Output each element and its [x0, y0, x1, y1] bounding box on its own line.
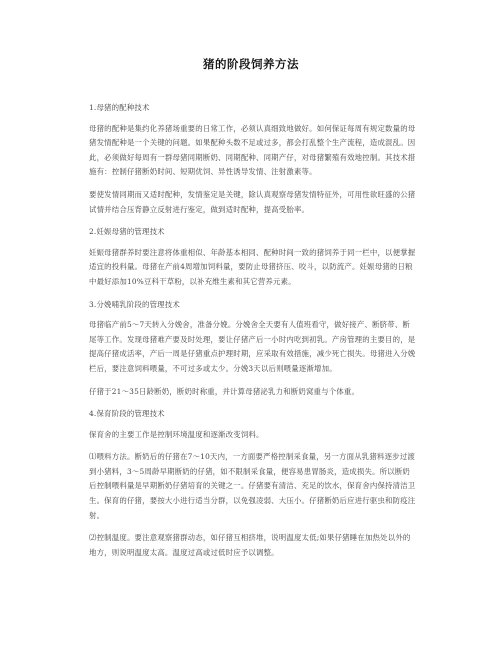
section-heading: 4.保育阶段的管理技术	[89, 409, 165, 419]
section-heading: 3.分娩哺乳阶段的管理技术	[89, 299, 180, 309]
paragraph: 母猪的配种是集约化养猪场重要的日常工作，必须认真细致地做好。如何保证每周有规定数量的母猪发情配种是一个关键的问题。如果配种头数不足或过多，都会打乱整个生产流程，造成混乱。因此，必须做好每周有一群母猪同期断奶、同期配种、同期产仔，对母猪繁殖有效地控制。其技术措施有：控制仔猪断奶时间、短期优饲、异性诱导发情、注射激素等。	[89, 123, 416, 177]
paragraph: ⑴喂料方法。断奶后的仔猪在7～10天内，一方面要严格控制采食量，另一方面从乳猪料逐步过渡到小猪料，3～5周龄早期断奶的仔猪，如不限制采食量，便容易患胃肠炎，造成损失。所以断奶后控制喂料量是早期断奶仔猪培育的关键之一。仔猪要有清洁、充足的饮水，保育舍内保持清洁卫生。保育的仔猪，要按大小进行适当分群，以免强凌弱、大压小。仔猪断奶后应进行驱虫和防疫注射。	[89, 452, 416, 520]
section-heading: 1.母猪的配种技术	[89, 103, 150, 112]
paragraph: 要使发情同期而又适时配种，发情鉴定是关键，除认真观察母猪发情特征外，可用性欲旺盛的公猪试情并结合压背静立反射进行鉴定，做到适时配种，提高受胎率。	[89, 189, 416, 214]
page-title: 猪的阶段饲养方法	[203, 57, 299, 71]
document-body	[89, 101, 416, 560]
paragraph: 仔猪于21～35日龄断奶，断奶时称重，并计算母猪泌乳力和断奶窝重与个体重。	[89, 386, 360, 396]
paragraph: ⑵控制温度。要注意观察猪群动态，如仔猪互相挤堆，说明温度太低;如果仔猪睡在加热处以外的地方，则说明温度太高。温度过高或过低时应予以调整。	[89, 533, 411, 557]
section-heading: 2.妊娠母猪的管理技术	[89, 227, 165, 237]
paragraph: 保育舍的主要工作是控制环境温度和逐渐改变饲料。	[89, 429, 264, 439]
paragraph: 妊娠母猪群养时要注意将体重相似、年龄基本相同、配种时间一致的猪饲养于同一栏中，以便掌握适宜的投料量。母猪在产前4周增加饲料量，要防止母猪挤压、咬斗，以防流产。妊娠母猪的日粮中最好添加10%豆科干草粉，以补充维生素和其它营养元素。	[89, 247, 416, 286]
paragraph: 母猪临产前5～7天转入分娩舍，准备分娩。分娩舍全天要有人值班看守，做好接产、断脐带、断尾等工作。发现母猪难产要及时处理，要让仔猪产后一小时内吃到初乳。产房管理的主要目的，是提高仔猪成活率，产后一周是仔猪重点护理时期，应采取有效措施，减少死亡损失。母猪进入分娩栏后，要注意饲料喂量，不可过多或太少。分娩3天以后则喂量逐渐增加。	[89, 320, 416, 373]
